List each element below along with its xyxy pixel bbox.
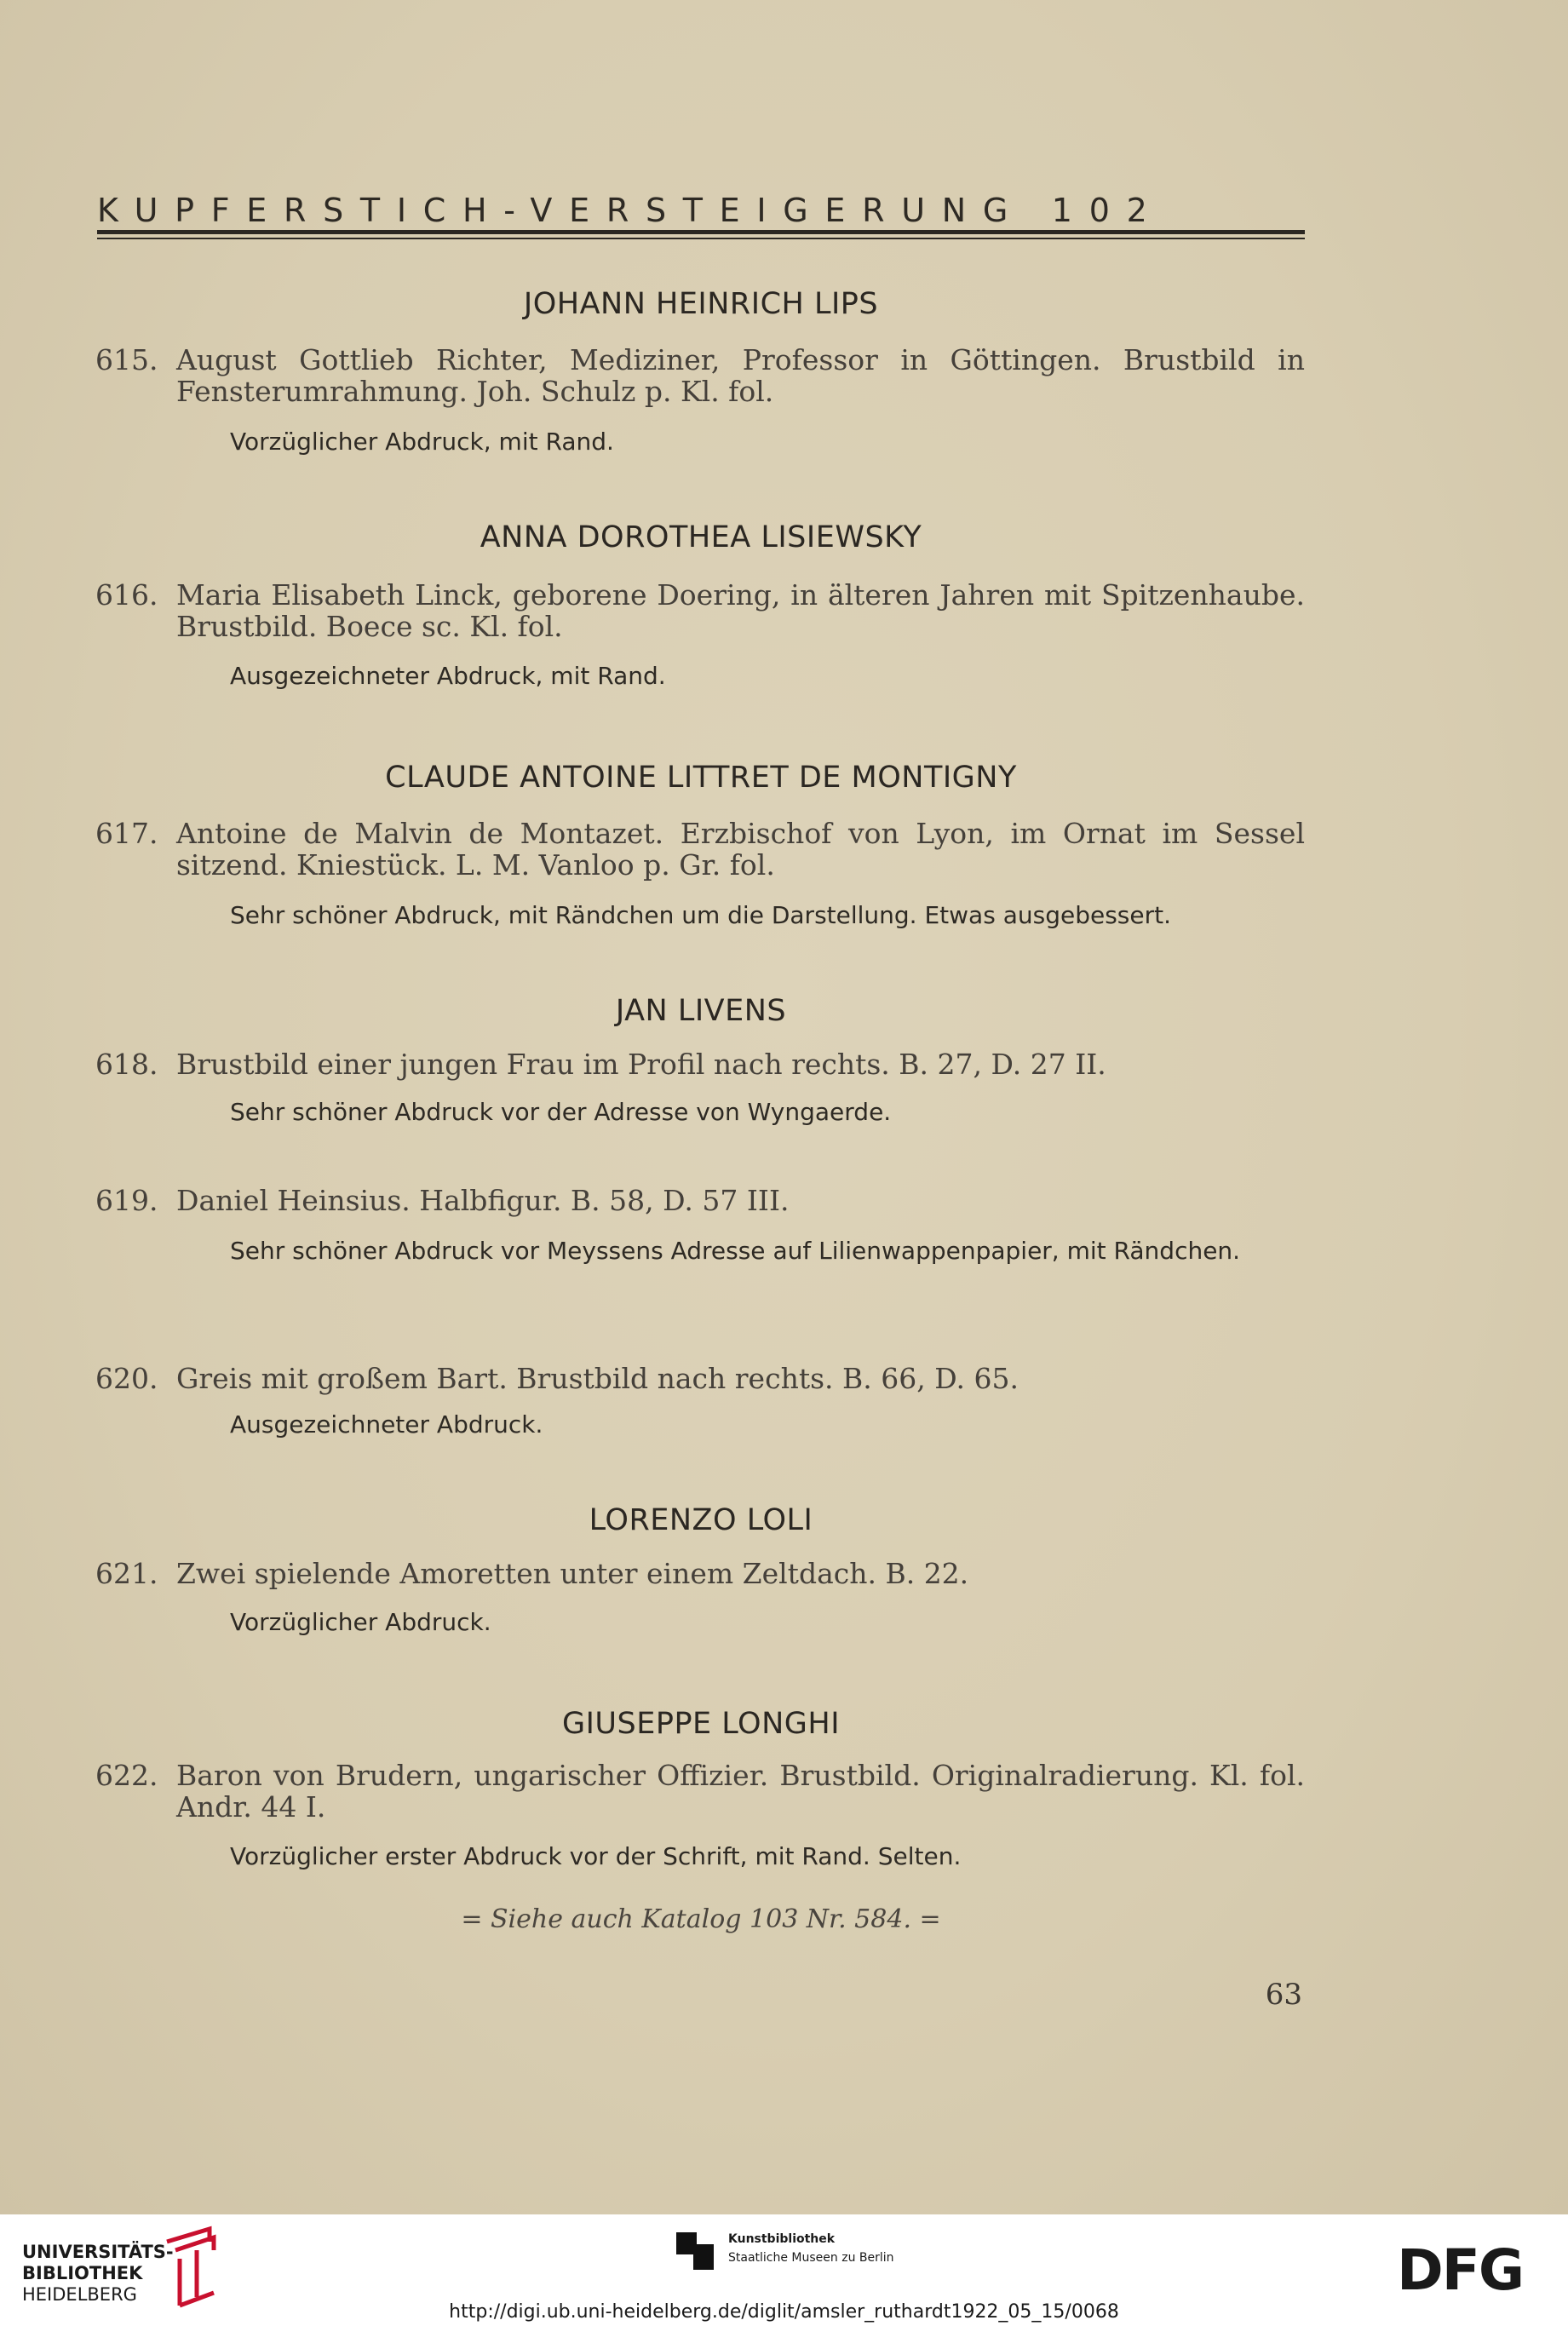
entry-condition: Vorzüglicher Abdruck. bbox=[230, 1608, 491, 1636]
entry-text: Maria Elisabeth Linck, geborene Doering, in älteren Jahren mit Spitzenhaube. Brustbild. Boece sc. Kl. fol. bbox=[176, 578, 1305, 643]
header-rule-thin bbox=[97, 238, 1305, 239]
entry-number: 615. bbox=[95, 343, 158, 376]
entry-text: Baron von Brudern, ungarischer Offizier. Brustbild. Originalradierung. Kl. fol. Andr. 44 I. bbox=[176, 1759, 1305, 1823]
entry-number: 620. bbox=[95, 1362, 158, 1395]
kunstbibliothek-logo-text bbox=[728, 2230, 894, 2267]
artist-heading: CLAUDE ANTOINE LITTRET DE MONTIGNY bbox=[385, 761, 1017, 795]
uni-line-2: BIBLIOTHEK bbox=[22, 2263, 143, 2283]
entry-number: 618. bbox=[95, 1048, 158, 1081]
entry-number: 619. bbox=[95, 1184, 158, 1217]
entry-condition: Ausgezeichneter Abdruck, mit Rand. bbox=[230, 662, 666, 690]
artist-heading: JAN LIVENS bbox=[615, 994, 787, 1028]
running-header: KUPFERSTICH-VERSTEIGERUNG 102 bbox=[97, 192, 1164, 229]
entry-text: Antoine de Malvin de Montazet. Erzbischof von Lyon, im Ornat im Sessel sitzend. Kniestück. L. M. Vanloo p. Gr. fol. bbox=[176, 817, 1305, 882]
entry-condition: Sehr schöner Abdruck vor Meyssens Adresse auf Lilienwappenpapier, mit Rändchen. bbox=[230, 1237, 1241, 1265]
entry-condition: Sehr schöner Abdruck, mit Rändchen um die Darstellung. Etwas ausgebessert. bbox=[230, 901, 1171, 929]
permalink-url[interactable]: http://digi.ub.uni-heidelberg.de/diglit/amsler_ruthardt1922_05_15/0068 bbox=[449, 2301, 1119, 2323]
entry-number: 616. bbox=[95, 578, 158, 612]
entry-condition: Sehr schöner Abdruck vor der Adresse von Wyngaerde. bbox=[230, 1098, 892, 1126]
uni-line-3: HEIDELBERG bbox=[22, 2284, 137, 2305]
catalog-entry bbox=[95, 1185, 1305, 1216]
cross-reference: = Siehe auch Katalog 103 Nr. 584. = bbox=[461, 1904, 941, 1934]
dfg-logo: DFG bbox=[1397, 2237, 1524, 2303]
kb-line-2: Staatliche Museen zu Berlin bbox=[728, 2251, 894, 2265]
catalog-entry bbox=[95, 1760, 1305, 1823]
uni-line-1: UNIVERSITÄTS- bbox=[22, 2242, 174, 2262]
catalog-entry bbox=[95, 1558, 1305, 1589]
entry-number: 617. bbox=[95, 817, 158, 850]
entry-text: Greis mit großem Bart. Brustbild nach rechts. B. 66, D. 65. bbox=[176, 1362, 1019, 1395]
page-number: 63 bbox=[1265, 1978, 1302, 2012]
entry-text: August Gottlieb Richter, Mediziner, Professor in Göttingen. Brustbild in Fensterumrahmung. Joh. Schulz p. Kl. fol. bbox=[176, 343, 1305, 408]
entry-condition: Vorzüglicher erster Abdruck vor der Schrift, mit Rand. Selten. bbox=[230, 1842, 962, 1870]
entry-number: 622. bbox=[95, 1759, 158, 1792]
artist-heading: ANNA DOROTHEA LISIEWSKY bbox=[480, 520, 922, 554]
entry-number: 621. bbox=[95, 1557, 158, 1590]
header-rule-thick bbox=[97, 230, 1305, 234]
artist-heading: JOHANN HEINRICH LIPS bbox=[523, 287, 879, 321]
catalog-entry bbox=[95, 1363, 1305, 1394]
catalog-entry bbox=[95, 579, 1305, 642]
artist-heading: GIUSEPPE LONGHI bbox=[561, 1707, 841, 1741]
university-library-logo-icon bbox=[158, 2225, 220, 2310]
kunstbibliothek-logo-icon bbox=[673, 2229, 717, 2273]
entry-condition: Vorzüglicher Abdruck, mit Rand. bbox=[230, 428, 614, 456]
kb-line-1: Kunstbibliothek bbox=[728, 2232, 836, 2246]
entry-text: Daniel Heinsius. Halbfigur. B. 58, D. 57 III. bbox=[176, 1184, 790, 1217]
entry-text: Zwei spielende Amoretten unter einem Zeltdach. B. 22. bbox=[176, 1557, 969, 1590]
entry-condition: Ausgezeichneter Abdruck. bbox=[230, 1410, 543, 1439]
university-library-logo-text bbox=[22, 2242, 174, 2306]
artist-heading: LORENZO LOLI bbox=[589, 1503, 813, 1537]
catalog-entry bbox=[95, 344, 1305, 407]
catalog-entry bbox=[95, 818, 1305, 881]
entry-text: Brustbild einer jungen Frau im Profil nach rechts. B. 27, D. 27 II. bbox=[176, 1048, 1106, 1081]
catalog-entry bbox=[95, 1048, 1305, 1080]
